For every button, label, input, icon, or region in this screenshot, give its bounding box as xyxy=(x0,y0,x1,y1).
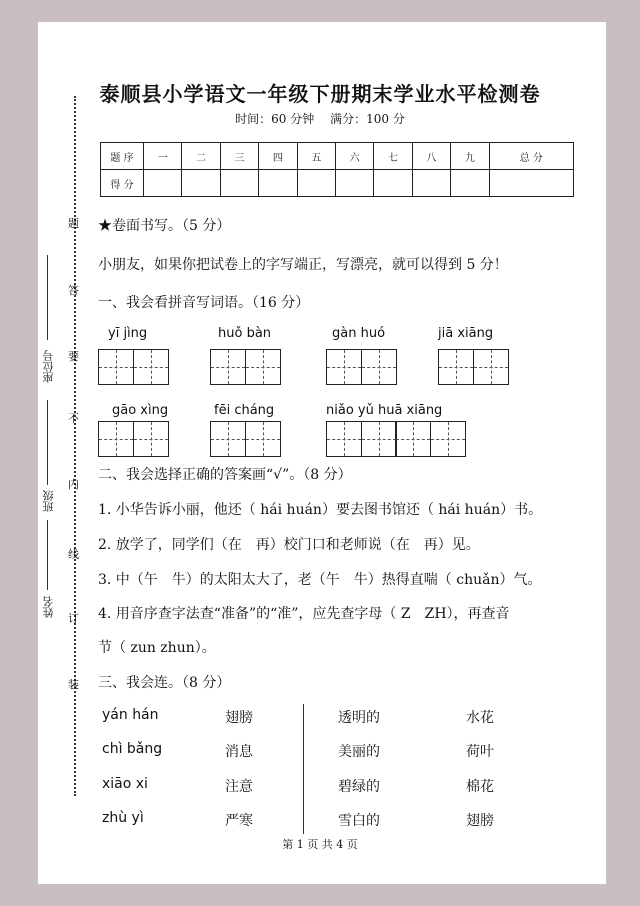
page-title: 泰顺县小学语文一年级下册期末学业水平检测卷 xyxy=(99,82,541,106)
score-table-header-row xyxy=(101,143,574,170)
question-1: 1. 小华告诉小丽，他还（ hái huán）要去图书馆还（ hái huán）书。 xyxy=(98,502,543,518)
table-cell: 一 xyxy=(144,143,182,170)
writing-grid[interactable] xyxy=(210,349,279,385)
section3-heading: 三、我会连。（8 分） xyxy=(98,675,231,691)
table-cell: 八 xyxy=(412,143,450,170)
match-adjective: 透明的 xyxy=(338,710,380,726)
section1-heading: 一、我会看拼音写词语。（16 分） xyxy=(98,295,310,311)
score-cell[interactable] xyxy=(259,170,297,197)
binding-char: 答 xyxy=(68,284,79,297)
full-score: 满分：100 分 xyxy=(330,112,405,126)
question-2: 2. 放学了，同学们（在 再）校门口和老师说（在 再）见。 xyxy=(98,537,480,553)
name-line xyxy=(47,520,48,590)
match-pinyin: zhù yì xyxy=(102,810,144,826)
score-cell[interactable] xyxy=(297,170,335,197)
binding-char: 线 xyxy=(68,548,79,561)
question-4-continued: 节（ zun zhun）。 xyxy=(98,640,216,656)
writing-grid[interactable] xyxy=(326,421,464,457)
time-limit: 时间：60 分钟 xyxy=(235,112,315,126)
match-noun: 棉花 xyxy=(466,779,494,795)
match-word: 注意 xyxy=(225,779,253,795)
pinyin-word: huǒ bàn xyxy=(218,326,272,341)
writing-grid[interactable] xyxy=(98,349,167,385)
match-noun: 水花 xyxy=(466,710,494,726)
seat-number-label: 座位号 xyxy=(42,350,55,383)
match-adjective: 碧绿的 xyxy=(338,779,380,795)
pinyin-word: jiā xiāng xyxy=(438,326,494,341)
score-cell[interactable] xyxy=(144,170,182,197)
pinyin-word: fēi cháng xyxy=(214,403,275,418)
binding-char: 装 xyxy=(68,678,79,691)
handwriting-heading: ★卷面书写。（5 分） xyxy=(98,218,231,234)
writing-grid[interactable] xyxy=(438,349,507,385)
page-footer: 第 1 页 共 4 页 xyxy=(282,838,358,851)
writing-grid[interactable] xyxy=(210,421,279,457)
score-cell[interactable] xyxy=(451,170,489,197)
match-word: 严寒 xyxy=(225,813,253,829)
section2-heading: 二、我会选择正确的答案画“√”。（8 分） xyxy=(98,467,352,483)
binding-char: 不 xyxy=(68,412,79,425)
match-word: 翅膀 xyxy=(225,710,253,726)
match-noun: 荷叶 xyxy=(466,744,494,760)
match-noun: 翅膀 xyxy=(466,813,494,829)
table-cell: 四 xyxy=(259,143,297,170)
table-cell: 七 xyxy=(374,143,412,170)
question-4: 4. 用音序查字法查“准备”的“准”，应先查字母（ Z ZH），再查音 xyxy=(98,606,510,622)
name-label: 姓名 xyxy=(42,596,55,618)
match-pinyin: xiāo xi xyxy=(102,776,148,792)
handwriting-text: 小朋友，如果你把试卷上的字写端正，写漂亮，就可以得到 5 分！ xyxy=(98,257,508,273)
score-table xyxy=(100,142,574,197)
seat-number-line xyxy=(47,255,48,340)
score-table-score-row xyxy=(101,170,574,197)
table-cell: 题 序 xyxy=(101,143,144,170)
class-label: 班级 xyxy=(42,490,55,512)
table-cell: 三 xyxy=(220,143,258,170)
table-cell: 总 分 xyxy=(489,143,573,170)
writing-grid[interactable] xyxy=(98,421,167,457)
score-cell[interactable] xyxy=(335,170,373,197)
exam-info xyxy=(0,110,640,127)
table-cell: 六 xyxy=(335,143,373,170)
pinyin-word: niǎo yǔ huā xiāng xyxy=(326,403,443,418)
class-line xyxy=(47,400,48,485)
score-cell[interactable] xyxy=(182,170,220,197)
pinyin-word: gàn huó xyxy=(332,326,386,341)
binding-char: 要 xyxy=(68,350,79,363)
score-cell[interactable] xyxy=(489,170,573,197)
table-cell: 九 xyxy=(451,143,489,170)
score-cell[interactable] xyxy=(220,170,258,197)
binding-char: 订 xyxy=(68,612,79,625)
pinyin-word: gāo xìng xyxy=(112,403,169,418)
table-cell: 得 分 xyxy=(101,170,144,197)
table-cell: 五 xyxy=(297,143,335,170)
match-pinyin: yán hán xyxy=(102,707,159,723)
pinyin-word: yī jìng xyxy=(108,326,148,341)
match-word: 消息 xyxy=(225,744,253,760)
score-cell[interactable] xyxy=(374,170,412,197)
score-cell[interactable] xyxy=(412,170,450,197)
table-cell: 二 xyxy=(182,143,220,170)
match-pinyin: chì bǎng xyxy=(102,741,163,757)
binding-char: 题 xyxy=(68,217,79,230)
writing-grid[interactable] xyxy=(326,349,395,385)
match-adjective: 雪白的 xyxy=(338,813,380,829)
column-divider xyxy=(303,704,304,834)
binding-char: 内 xyxy=(68,478,79,491)
question-3: 3. 中（午 牛）的太阳太大了，老（午 牛）热得直喘（ chuǎn）气。 xyxy=(98,572,542,588)
match-adjective: 美丽的 xyxy=(338,744,380,760)
